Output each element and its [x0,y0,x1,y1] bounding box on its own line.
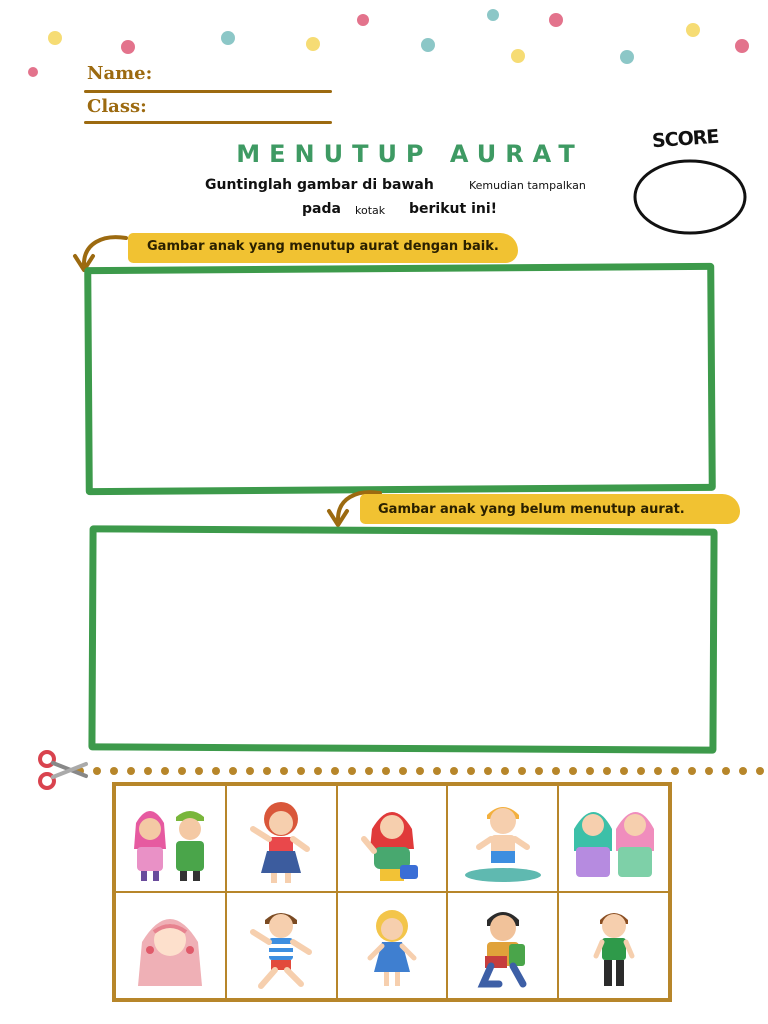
boy-surfboard-illustration [453,789,553,889]
instruction-line2-bold-a: pada [302,201,341,217]
section1-label: Gambar anak yang menutup aurat dengan baik. [147,239,499,254]
cutout-card-two-kids-covered[interactable] [115,785,226,892]
score-circle[interactable] [630,155,750,240]
cutout-card-boy-surfboard[interactable] [447,785,558,892]
page-title: MENUTUP AURAT [236,140,584,168]
two-girls-hijab-illustration [564,789,664,889]
cutout-grid [112,782,672,1002]
cutout-card-boy-standing[interactable] [558,892,669,999]
instruction-line1-bold: Guntinglah gambar di bawah [205,177,434,193]
class-line[interactable] [84,121,332,124]
cutout-card-girl-red-hair[interactable] [226,785,337,892]
drop-box-covered[interactable] [84,263,716,495]
cut-line [0,760,768,782]
two-kids-covered-illustration [120,789,220,889]
girl-red-hair-illustration [231,789,331,889]
girl-pink-hijab-illustration [120,896,220,996]
cutout-card-girl-red-hijab[interactable] [337,785,448,892]
instruction-line2-bold-b: berikut ini! [409,201,498,217]
instruction-line1-small: Kemudian tampalkan [469,179,586,192]
name-label: Name: [87,63,153,84]
boy-reading-illustration [453,896,553,996]
class-label: Class: [87,96,147,117]
cutout-card-girl-blonde[interactable] [337,892,448,999]
drop-box-not-covered[interactable] [88,525,717,753]
instruction-line2-small: kotak [355,204,386,217]
girl-blonde-illustration [342,896,442,996]
cutout-card-boy-reading[interactable] [447,892,558,999]
scissors-icon [36,748,90,792]
cutout-card-two-girls-hijab[interactable] [558,785,669,892]
name-line[interactable] [84,90,332,93]
cutout-card-boy-running[interactable] [226,892,337,999]
girl-red-hijab-illustration [342,789,442,889]
boy-running-illustration [231,896,331,996]
cutout-card-girl-pink-hijab[interactable] [115,892,226,999]
section2-label: Gambar anak yang belum menutup aurat. [378,502,685,517]
score-label: SCORE [651,125,720,153]
boy-standing-illustration [564,896,664,996]
